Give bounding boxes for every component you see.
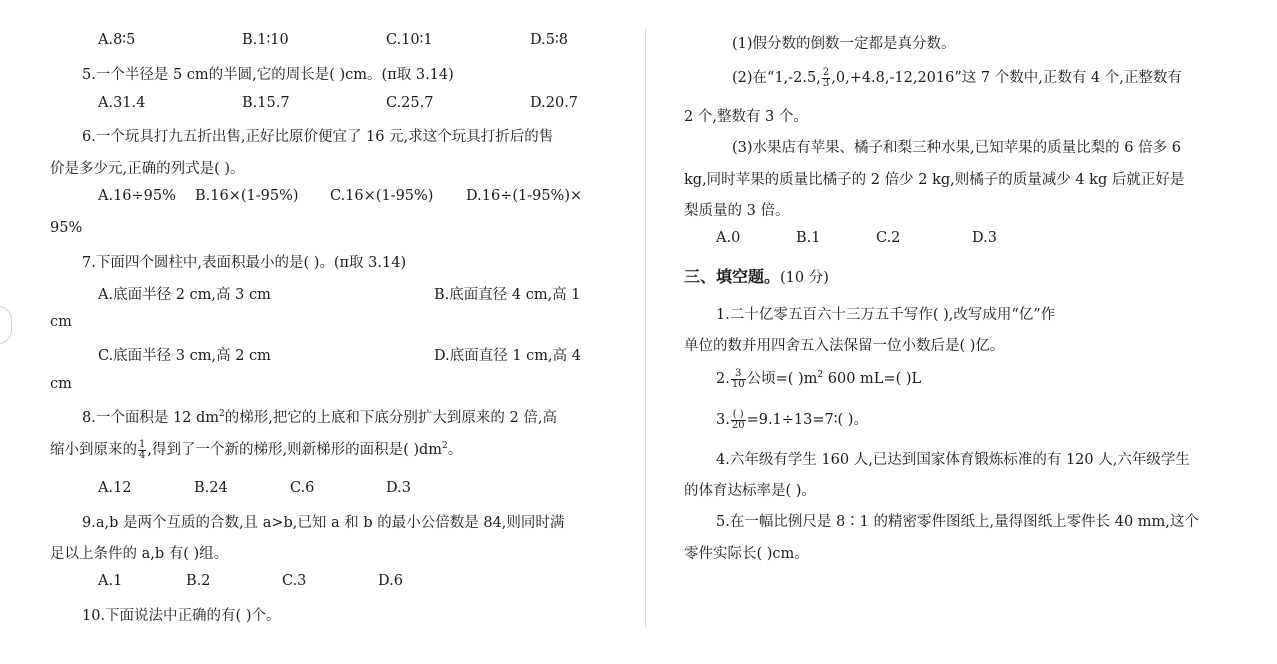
q10-statement-1: (1)假分数的倒数一定都是真分数。 [732,36,956,52]
fill-q4-line1: 4.六年级有学生 160 人,已达到国家体育锻炼标准的有 120 人,六年级学生 [716,452,1190,468]
q10-statement-3-line2: kg,同时苹果的质量比橘子的 2 倍少 2 kg,则橘子的质量减少 4 kg 后就正好是 [684,172,1185,188]
q8-option-a[interactable]: A.12 [98,480,132,496]
fill-q3-fraction [731,410,746,431]
q6-option-b[interactable]: B.16×(1-95%) [195,188,299,204]
fill-q4-line2: 的体育达标率是( )。 [684,483,816,499]
q9-option-d[interactable]: D.6 [378,573,403,589]
q6-question-line1: 6.一个玩具打九五折出售,正好比原价便宜了 16 元,求这个玩具打折后的售 [82,129,554,145]
q8-fraction [138,440,146,461]
q8-line1-text-a: 8.一个面积是 12 dm [82,410,220,426]
q10-option-c[interactable]: C.2 [876,230,901,246]
q10-statement-2 [732,66,1182,89]
q5-question: 5.一个半径是 5 cm的半圆,它的周长是( )cm。(π取 3.14) [82,67,454,83]
q7-option-d-wrap: cm [50,376,72,392]
section-title [684,264,829,287]
q4-option-c[interactable]: C.10∶1 [386,32,433,48]
fill-q5-line2: 零件实际长( )cm。 [684,546,809,562]
q6-question-line2: 价是多少元,正确的列式是( )。 [50,161,245,177]
s2-fraction-denominator: 3 [822,77,830,89]
q7-option-b[interactable]: B.底面直径 4 cm,高 1 [434,287,581,303]
fill-q5-line1: 5.在一幅比例尺是 8∶1 的精密零件图纸上,量得图纸上零件长 40 mm,这个 [716,514,1199,530]
q8-question-line2 [50,438,462,461]
fill-q2-sup: 2 [817,370,824,381]
q7-option-a[interactable]: A.底面半径 2 cm,高 3 cm [98,287,271,303]
fill-q3-number: 3. [716,412,730,428]
fill-q2-text-b: 公顷=( )m [746,371,818,387]
q6-option-d-wrap: 95% [50,220,83,236]
q6-option-a[interactable]: A.16÷95% [98,188,176,204]
q10-statement-2-wrap: 2 个,整数有 3 个。 [684,109,808,125]
q7-question: 7.下面四个圆柱中,表面积最小的是( )。(π取 3.14) [82,255,407,271]
q10-option-b[interactable]: B.1 [796,230,821,246]
q8-fraction-numerator: 1 [139,438,146,450]
q8-line1-text-b: 的梯形,把它的上底和下底分别扩大到原来的 2 倍,高 [224,410,557,426]
s2-text-a: (2)在“1,-2.5, [732,70,821,86]
q4-option-d[interactable]: D.5∶8 [530,32,568,48]
s2-fraction [822,68,830,89]
fill-q3-fraction-denominator: 20 [731,419,745,431]
fill-q3-fraction-numerator: ( ) [732,408,744,420]
q5-option-d[interactable]: D.20.7 [530,95,579,111]
s2-fraction-numerator: 2 [822,66,830,78]
q9-option-b[interactable]: B.2 [186,573,211,589]
q8-line2-text-a: 缩小到原来的 [50,442,137,458]
q10-statement-3-line1: (3)水果店有苹果、橘子和梨三种水果,已知苹果的质量比梨的 6 倍多 6 [732,140,1181,156]
fill-q1-line2: 单位的数并用四舍五入法保留一位小数后是( )亿。 [684,338,1005,354]
q4-option-b[interactable]: B.1∶10 [242,32,289,48]
s2-text-b: ,0,+4.8,-12,2016”这 7 个数中,正数有 4 个,正整数有 [831,70,1182,86]
q8-option-d[interactable]: D.3 [386,480,411,496]
q4-option-a[interactable]: A.8∶5 [98,32,136,48]
q10-option-a[interactable]: A.0 [716,230,741,246]
q10-question: 10.下面说法中正确的有( )个。 [82,608,281,624]
section-title-text: 三、填空题。 [684,267,781,286]
q8-line2-sup: 2 [442,441,448,452]
fill-q2-fraction-numerator: 3 [731,369,746,380]
q6-option-c[interactable]: C.16×(1-95%) [330,188,434,204]
q7-option-b-wrap: cm [50,314,72,330]
q5-option-b[interactable]: B.15.7 [242,95,290,111]
q5-option-a[interactable]: A.31.4 [98,95,146,111]
side-scroll-tab[interactable] [0,306,12,344]
q8-line1-sup: 2 [219,409,225,420]
q5-option-c[interactable]: C.25.7 [386,95,434,111]
q7-option-d[interactable]: D.底面直径 1 cm,高 4 [434,348,581,364]
q9-question-line2: 足以上条件的 a,b 有( )组。 [50,546,229,562]
section-score: (10 分) [780,270,829,286]
q9-option-c[interactable]: C.3 [282,573,307,589]
q9-option-a[interactable]: A.1 [98,573,123,589]
q7-option-c[interactable]: C.底面半径 3 cm,高 2 cm [98,348,271,364]
q8-option-c[interactable]: C.6 [290,480,315,496]
fill-q3-text-b: =9.1÷13=7∶( )。 [746,412,868,428]
fill-q2-number: 2. [716,371,730,387]
fill-q2-text-c: 600 mL=( )L [823,371,922,387]
q8-line2-text-b: ,得到了一个新的梯形,则新梯形的面积是( )dm [147,442,443,458]
q6-option-d[interactable]: D.16÷(1-95%)× [466,188,583,204]
q9-question-line1: 9.a,b 是两个互质的合数,且 a>b,已知 a 和 b 的最小公倍数是 84,则同时满 [82,515,565,531]
q10-option-d[interactable]: D.3 [972,230,997,246]
fill-q3 [716,408,868,431]
fill-q2 [716,367,921,390]
page-divider [645,28,646,628]
fill-q2-fraction-denominator: 10 [731,378,745,390]
q8-fraction-denominator: 4 [139,449,146,461]
q10-statement-3-line3: 梨质量的 3 倍。 [684,203,790,219]
fill-q1-line1: 1.二十亿零五百六十三万五千写作( ),改写成用“亿”作 [716,307,1056,323]
q8-option-b[interactable]: B.24 [194,480,228,496]
fill-q2-fraction [731,369,746,390]
q8-line2-text-c: 。 [447,442,463,458]
q8-question-line1 [82,406,557,427]
